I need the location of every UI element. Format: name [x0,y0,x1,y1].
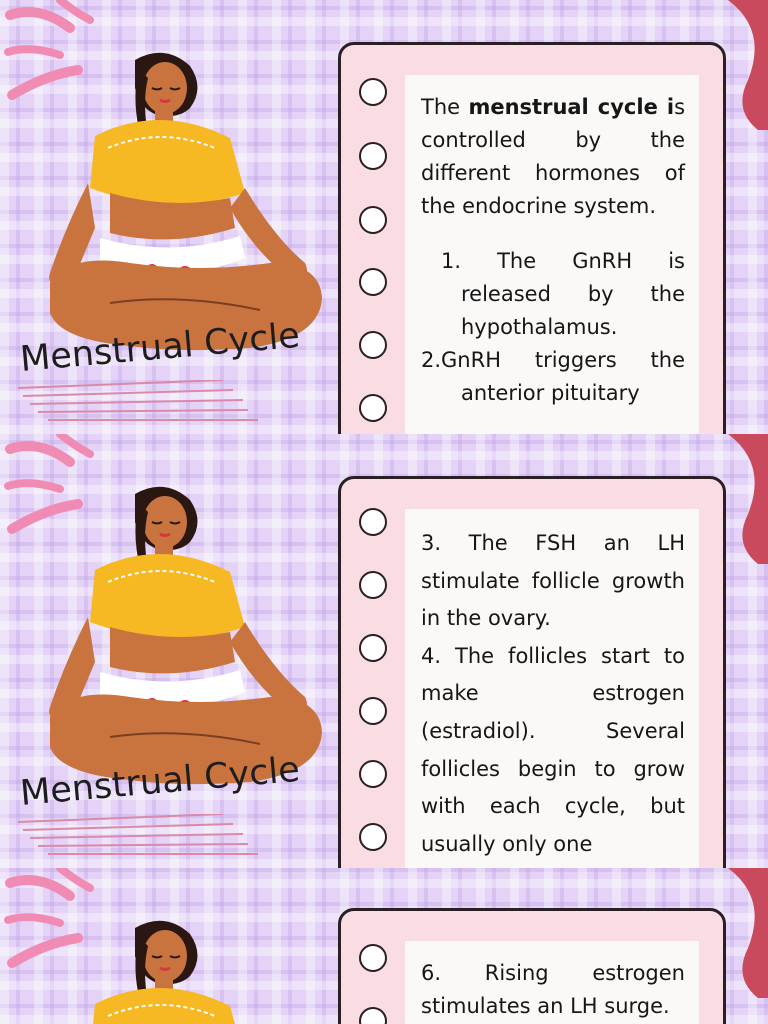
note-paper [405,941,699,1024]
meditating-woman-illustration [40,482,330,792]
binder-hole [359,944,387,972]
meditating-woman-illustration [40,916,330,1024]
binder-hole [359,268,387,296]
binder-hole [359,394,387,422]
list-item: 3. The FSH an LH stimulate follicle growth in the ovary. [421,531,685,631]
list-item: 1. The GnRH is released by the hypothalamus. [441,249,685,339]
intro-paragraph: The menstrual cycle is controlled by the different hormones of the endocrine system. [421,95,686,218]
binder-hole [359,1007,387,1024]
binder-hole [359,697,387,725]
notebook-card [338,476,726,868]
meditating-woman-illustration [40,48,330,358]
note-paper [405,75,699,434]
slide-1 [0,0,768,434]
title-underline-lines [18,814,308,864]
slide-title: Menstrual Cycle [18,749,302,814]
slide-2 [0,434,768,868]
list-item: 6. Rising estrogen stimulates an LH surge. [421,961,685,1018]
slide-3 [0,868,768,1024]
binder-hole [359,823,387,851]
list-item: 2.GnRH triggers the anterior pituitary [421,348,685,405]
binder-hole [359,142,387,170]
note-paper [405,509,699,868]
title-underline-lines [18,380,308,430]
list-item: 4. The follicles start to make estrogen (estradiol). Several follicles begin to grow with each cycle, but usually only one [421,643,685,856]
binder-hole [359,571,387,599]
notebook-card [338,908,726,1024]
binder-hole [359,634,387,662]
binder-hole [359,760,387,788]
slide-title: Menstrual Cycle [18,315,302,380]
binder-hole [359,331,387,359]
binder-hole [359,78,387,106]
binder-hole [359,508,387,536]
notebook-card [338,42,726,434]
binder-hole [359,206,387,234]
